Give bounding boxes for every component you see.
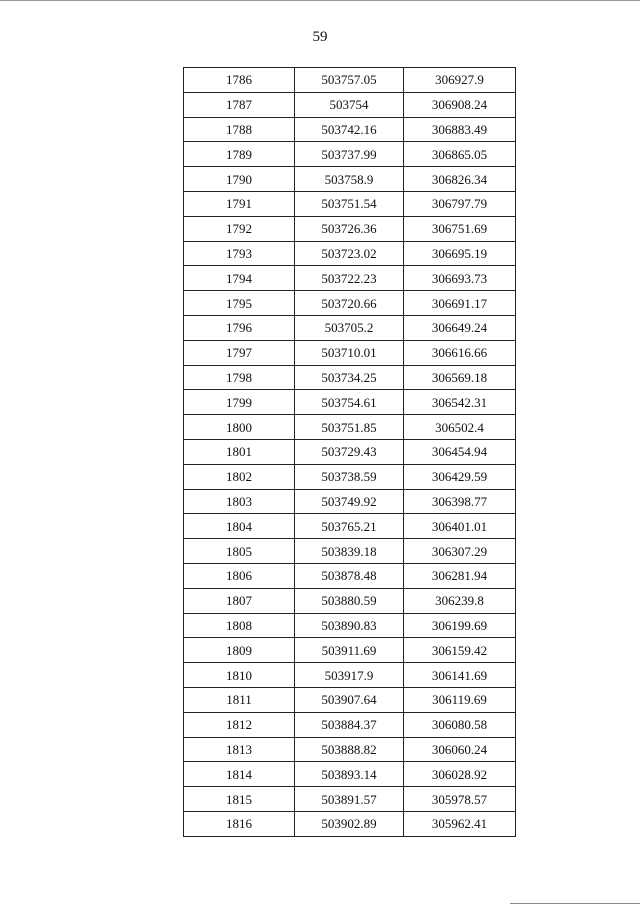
x-coordinate-cell: 503902.89 — [295, 811, 404, 836]
table-row — [184, 687, 516, 712]
y-coordinate-cell: 306199.69 — [404, 613, 516, 638]
y-coordinate-cell: 306307.29 — [404, 539, 516, 564]
table-row — [184, 638, 516, 663]
point-number-cell: 1812 — [184, 712, 295, 737]
page-number: 59 — [312, 29, 328, 45]
y-coordinate-cell: 305962.41 — [404, 811, 516, 836]
point-number-cell: 1813 — [184, 737, 295, 762]
x-coordinate-cell: 503757.05 — [295, 68, 404, 93]
table-row — [184, 539, 516, 564]
y-coordinate-cell: 306159.42 — [404, 638, 516, 663]
y-coordinate-cell: 306751.69 — [404, 216, 516, 241]
table-row — [184, 489, 516, 514]
x-coordinate-cell: 503891.57 — [295, 787, 404, 812]
point-number-cell: 1798 — [184, 365, 295, 390]
x-coordinate-cell: 503917.9 — [295, 663, 404, 688]
x-coordinate-cell: 503705.2 — [295, 315, 404, 340]
x-coordinate-cell: 503726.36 — [295, 216, 404, 241]
table-row — [184, 663, 516, 688]
table-row — [184, 563, 516, 588]
x-coordinate-cell: 503749.92 — [295, 489, 404, 514]
x-coordinate-cell: 503911.69 — [295, 638, 404, 663]
y-coordinate-cell: 306502.4 — [404, 415, 516, 440]
point-number-cell: 1788 — [184, 117, 295, 142]
y-coordinate-cell: 306569.18 — [404, 365, 516, 390]
y-coordinate-cell: 306616.66 — [404, 340, 516, 365]
point-number-cell: 1802 — [184, 464, 295, 489]
y-coordinate-cell: 306028.92 — [404, 762, 516, 787]
table-row — [184, 762, 516, 787]
x-coordinate-cell: 503738.59 — [295, 464, 404, 489]
point-number-cell: 1800 — [184, 415, 295, 440]
point-number-cell: 1815 — [184, 787, 295, 812]
y-coordinate-cell: 306908.24 — [404, 92, 516, 117]
top-border-line — [0, 0, 640, 1]
x-coordinate-cell: 503754 — [295, 92, 404, 117]
table-row — [184, 315, 516, 340]
table-row — [184, 142, 516, 167]
table-row — [184, 787, 516, 812]
point-number-cell: 1807 — [184, 588, 295, 613]
table-row — [184, 613, 516, 638]
y-coordinate-cell: 306429.59 — [404, 464, 516, 489]
table-row — [184, 712, 516, 737]
table-row — [184, 811, 516, 836]
y-coordinate-cell: 306542.31 — [404, 390, 516, 415]
point-number-cell: 1795 — [184, 291, 295, 316]
x-coordinate-cell: 503742.16 — [295, 117, 404, 142]
table-row — [184, 216, 516, 241]
y-coordinate-cell: 305978.57 — [404, 787, 516, 812]
point-number-cell: 1794 — [184, 266, 295, 291]
x-coordinate-cell: 503737.99 — [295, 142, 404, 167]
point-number-cell: 1789 — [184, 142, 295, 167]
table-row — [184, 92, 516, 117]
table-row — [184, 191, 516, 216]
x-coordinate-cell: 503890.83 — [295, 613, 404, 638]
point-number-cell: 1804 — [184, 514, 295, 539]
x-coordinate-cell: 503893.14 — [295, 762, 404, 787]
x-coordinate-cell: 503839.18 — [295, 539, 404, 564]
x-coordinate-cell: 503884.37 — [295, 712, 404, 737]
point-number-cell: 1792 — [184, 216, 295, 241]
x-coordinate-cell: 503751.85 — [295, 415, 404, 440]
table-row — [184, 514, 516, 539]
x-coordinate-cell: 503880.59 — [295, 588, 404, 613]
point-number-cell: 1809 — [184, 638, 295, 663]
x-coordinate-cell: 503765.21 — [295, 514, 404, 539]
x-coordinate-cell: 503723.02 — [295, 241, 404, 266]
x-coordinate-cell: 503754.61 — [295, 390, 404, 415]
table-row — [184, 291, 516, 316]
point-number-cell: 1806 — [184, 563, 295, 588]
y-coordinate-cell: 306883.49 — [404, 117, 516, 142]
y-coordinate-cell: 306080.58 — [404, 712, 516, 737]
point-number-cell: 1786 — [184, 68, 295, 93]
bottom-border-line — [510, 903, 640, 904]
table-row — [184, 737, 516, 762]
point-number-cell: 1810 — [184, 663, 295, 688]
x-coordinate-cell: 503710.01 — [295, 340, 404, 365]
table-row — [184, 439, 516, 464]
x-coordinate-cell: 503720.66 — [295, 291, 404, 316]
point-number-cell: 1799 — [184, 390, 295, 415]
y-coordinate-cell: 306281.94 — [404, 563, 516, 588]
point-number-cell: 1790 — [184, 167, 295, 192]
table-row — [184, 415, 516, 440]
table-row — [184, 588, 516, 613]
table-row — [184, 266, 516, 291]
x-coordinate-cell: 503734.25 — [295, 365, 404, 390]
table-row — [184, 68, 516, 93]
y-coordinate-cell: 306649.24 — [404, 315, 516, 340]
y-coordinate-cell: 306826.34 — [404, 167, 516, 192]
table-row — [184, 117, 516, 142]
table-row — [184, 464, 516, 489]
point-number-cell: 1797 — [184, 340, 295, 365]
coordinate-table — [183, 67, 516, 837]
table-row — [184, 241, 516, 266]
point-number-cell: 1787 — [184, 92, 295, 117]
y-coordinate-cell: 306141.69 — [404, 663, 516, 688]
y-coordinate-cell: 306398.77 — [404, 489, 516, 514]
point-number-cell: 1791 — [184, 191, 295, 216]
y-coordinate-cell: 306454.94 — [404, 439, 516, 464]
y-coordinate-cell: 306401.01 — [404, 514, 516, 539]
y-coordinate-cell: 306691.17 — [404, 291, 516, 316]
point-number-cell: 1814 — [184, 762, 295, 787]
x-coordinate-cell: 503751.54 — [295, 191, 404, 216]
point-number-cell: 1811 — [184, 687, 295, 712]
x-coordinate-cell: 503907.64 — [295, 687, 404, 712]
x-coordinate-cell: 503888.82 — [295, 737, 404, 762]
point-number-cell: 1796 — [184, 315, 295, 340]
point-number-cell: 1808 — [184, 613, 295, 638]
y-coordinate-cell: 306865.05 — [404, 142, 516, 167]
x-coordinate-cell: 503758.9 — [295, 167, 404, 192]
y-coordinate-cell: 306927.9 — [404, 68, 516, 93]
point-number-cell: 1803 — [184, 489, 295, 514]
table-row — [184, 340, 516, 365]
y-coordinate-cell: 306239.8 — [404, 588, 516, 613]
coordinate-table-body — [184, 68, 516, 837]
table-row — [184, 390, 516, 415]
y-coordinate-cell: 306695.19 — [404, 241, 516, 266]
x-coordinate-cell: 503729.43 — [295, 439, 404, 464]
x-coordinate-cell: 503878.48 — [295, 563, 404, 588]
y-coordinate-cell: 306119.69 — [404, 687, 516, 712]
table-row — [184, 365, 516, 390]
y-coordinate-cell: 306797.79 — [404, 191, 516, 216]
y-coordinate-cell: 306060.24 — [404, 737, 516, 762]
point-number-cell: 1793 — [184, 241, 295, 266]
y-coordinate-cell: 306693.73 — [404, 266, 516, 291]
table-row — [184, 167, 516, 192]
point-number-cell: 1805 — [184, 539, 295, 564]
point-number-cell: 1816 — [184, 811, 295, 836]
point-number-cell: 1801 — [184, 439, 295, 464]
x-coordinate-cell: 503722.23 — [295, 266, 404, 291]
